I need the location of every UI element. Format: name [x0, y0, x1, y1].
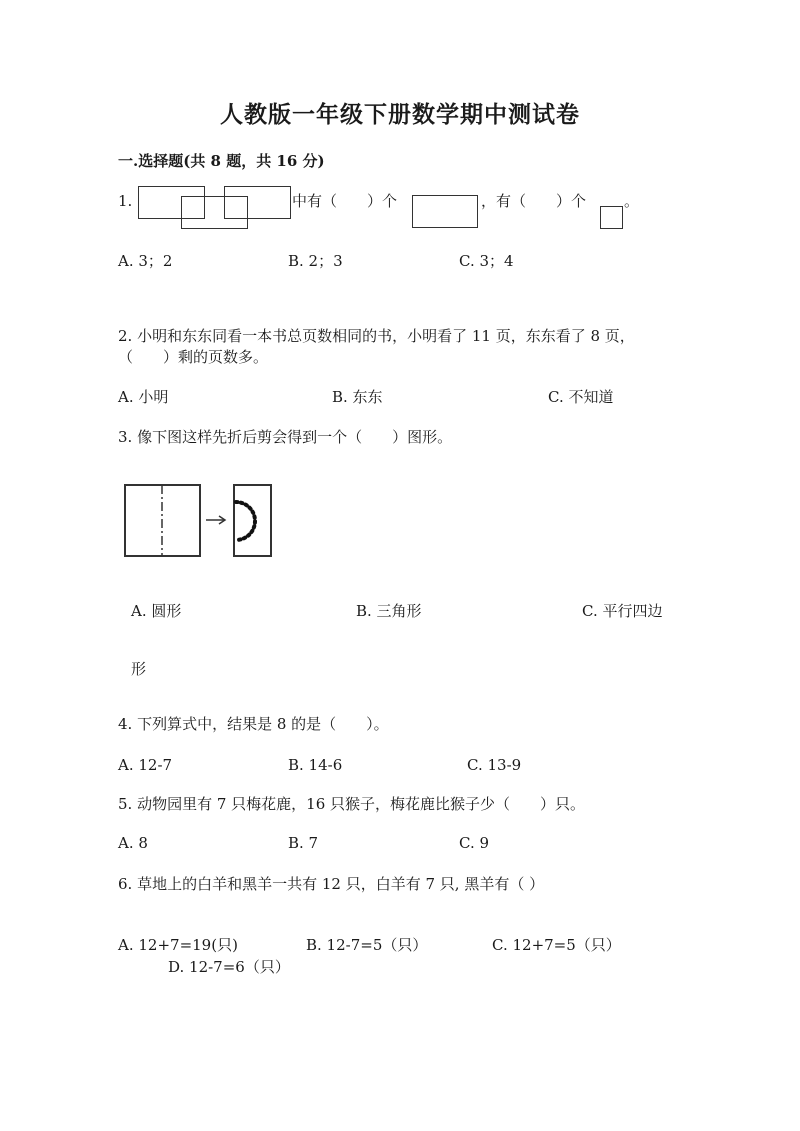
q4-option-b[interactable]: B. 14-6 — [288, 756, 343, 774]
q6-option-a[interactable]: A. 12+7=19(只) — [118, 936, 238, 954]
page-title: 人教版一年级下册数学期中测试卷 — [220, 101, 580, 128]
q1-option-a[interactable]: A. 3；2 — [118, 252, 173, 270]
q4-option-a[interactable]: A. 12-7 — [118, 756, 173, 774]
q3-option-b[interactable]: B. 三角形 — [356, 602, 422, 620]
q5-option-a[interactable]: A. 8 — [118, 834, 148, 852]
q2-option-c[interactable]: C. 不知道 — [548, 388, 614, 406]
q1-text-part1: 中有（ ）个 — [292, 192, 398, 210]
q5-option-b[interactable]: B. 7 — [288, 834, 319, 852]
cut-semicircle — [236, 502, 255, 540]
q5-text: 5. 动物园里有 7 只梅花鹿，16 只猴子，梅花鹿比猴子少（ ）只。 — [118, 795, 586, 813]
q2-text-line2: （ ）剩的页数多。 — [118, 348, 269, 366]
q5-option-c[interactable]: C. 9 — [459, 834, 490, 852]
section-heading: 一.选择题(共 8 题，共 16 分) — [118, 152, 325, 170]
q1-option-b[interactable]: B. 2；3 — [288, 252, 343, 270]
q6-option-d[interactable]: D. 12-7=6（只） — [168, 958, 290, 976]
q6-option-b[interactable]: B. 12-7=5（只） — [306, 936, 428, 954]
q2-option-b[interactable]: B. 东东 — [332, 388, 383, 406]
q1-option-c[interactable]: C. 3；4 — [459, 252, 514, 270]
q2-text-line1: 2. 小明和东东同看一本书总页数相同的书，小明看了 11 页，东东看了 8 页， — [118, 327, 635, 345]
q2-option-a[interactable]: A. 小明 — [118, 388, 169, 406]
q4-text: 4. 下列算式中，结果是 8 的是（ ）。 — [118, 715, 389, 733]
square-shape — [600, 206, 623, 229]
q1-text-part3: 。 — [624, 192, 640, 210]
q3-option-a[interactable]: A. 圆形 — [131, 602, 182, 620]
q3-option-c[interactable]: C. 平行四边 — [582, 602, 663, 620]
rect-middle — [181, 196, 248, 229]
q1-number: 1. — [118, 192, 133, 210]
rectangle-shape — [412, 195, 478, 228]
folded-paper — [234, 485, 271, 556]
q6-text: 6. 草地上的白羊和黑羊一共有 12 只，白羊有 7 只, 黑羊有（ ） — [118, 875, 545, 893]
q4-option-c[interactable]: C. 13-9 — [467, 756, 522, 774]
fold-cut-figure — [120, 480, 280, 560]
q3-option-c-wrap: 形 — [131, 660, 147, 678]
q1-text-part2: ，有（ ）个 — [481, 192, 587, 210]
q3-text: 3. 像下图这样先折后剪会得到一个（ ）图形。 — [118, 428, 453, 446]
q6-option-c[interactable]: C. 12+7=5（只） — [492, 936, 621, 954]
